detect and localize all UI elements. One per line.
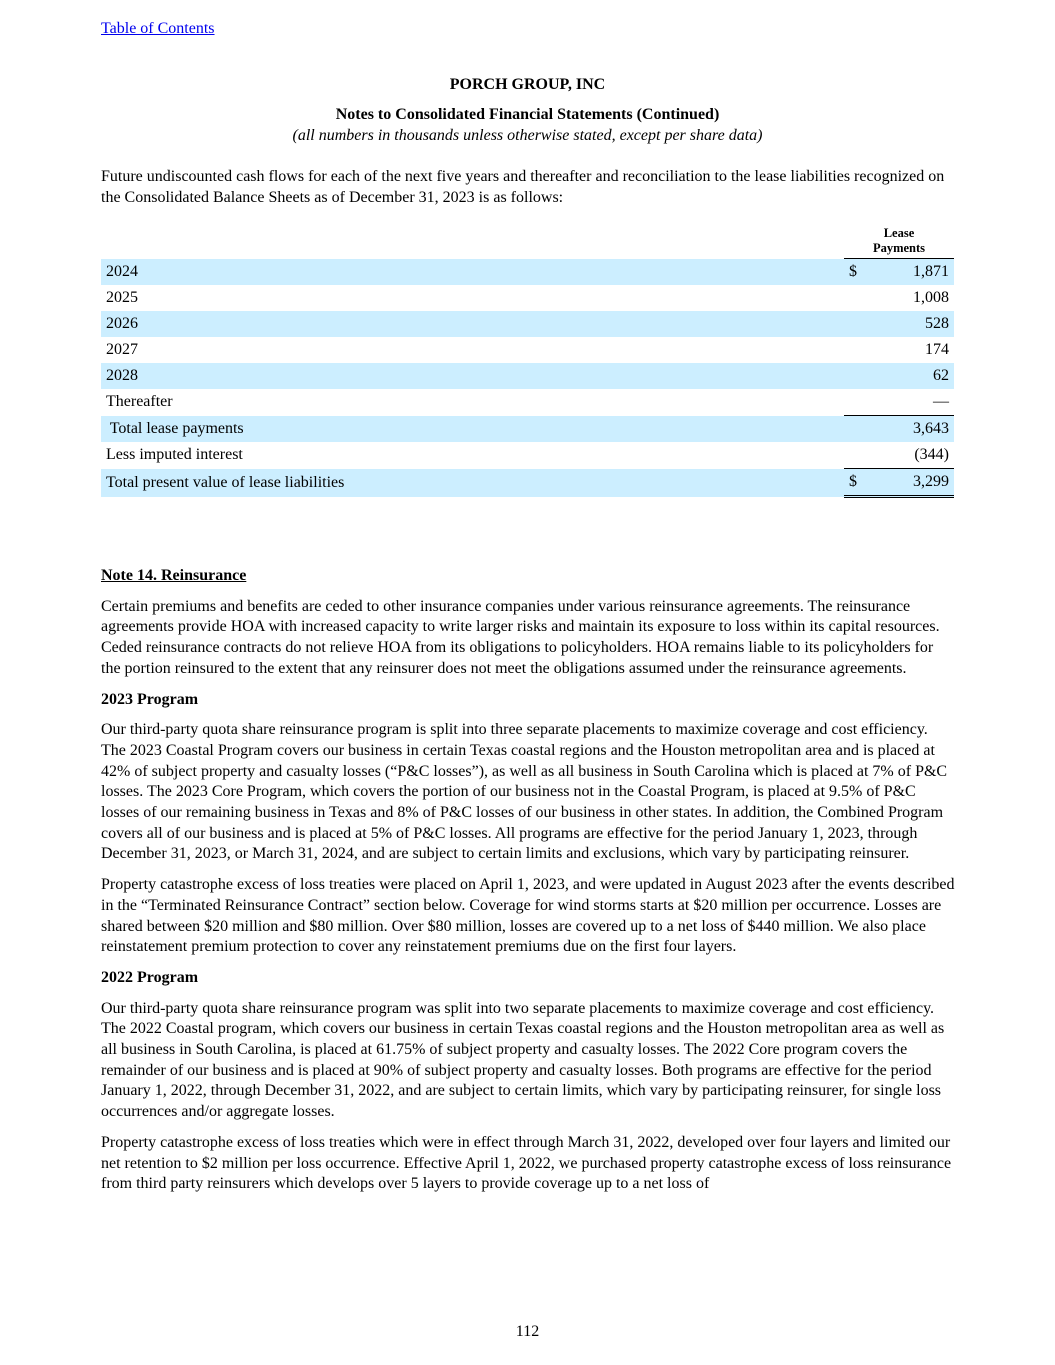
row-value: — xyxy=(933,393,949,410)
reinsurance-intro: Certain premiums and benefits are ceded to other insurance companies under various reinsurance agreements. The reinsurance agreements provide HOA with increased capacity to write larger risks and maintain its exposure to loss within its capital resources. Ceded reinsurance contracts do not relieve HOA from its obligations to policyholders. HOA remains liable to its policyholders for the portion reinsured to the extent that any reinsurer does not meet the obligations assumed under the reinsurance agreements. xyxy=(101,597,940,677)
currency-symbol xyxy=(844,285,867,311)
table-of-contents-link[interactable]: Table of Contents xyxy=(101,20,215,37)
row-value: 1,008 xyxy=(913,289,949,306)
row-label: Total lease payments xyxy=(101,416,844,443)
row-label: 2028 xyxy=(101,363,844,389)
program-2023-heading: 2023 Program xyxy=(101,690,199,708)
units-note: (all numbers in thousands unless otherwise stated, except per share data) xyxy=(292,127,763,144)
row-label: Total present value of lease liabilities xyxy=(101,469,844,497)
table-row xyxy=(101,389,954,416)
row-value: 62 xyxy=(867,363,955,389)
currency-symbol xyxy=(844,442,867,469)
row-value: 3,643 xyxy=(867,416,955,443)
row-label: 2026 xyxy=(101,311,844,337)
note-14-section xyxy=(101,566,956,1205)
page-number: 112 xyxy=(515,1323,540,1340)
table-row xyxy=(101,311,954,337)
column-header: Lease Payments xyxy=(872,226,926,255)
company-title: PORCH GROUP, INC xyxy=(449,76,606,93)
program-2023-paragraph-2: Property catastrophe excess of loss treaties were placed on April 1, 2023, and were updated in August 2023 after the events described in the “Terminated Reinsurance Contract” section below. Coverage for wind storms starts at $20 million per occurrence. Losses are shared between $20 million and $80 million. Over $80 million, losses are covered up to a net loss of $440 million. We also place reinstatement premium protection to cover any reinstatement premiums due on the first four layers. xyxy=(101,876,955,956)
row-value: 3,299 xyxy=(867,469,955,497)
notes-subtitle: Notes to Consolidated Financial Statements (Continued) xyxy=(335,106,720,123)
program-2022-heading: 2022 Program xyxy=(101,968,199,986)
table-row xyxy=(101,285,954,311)
currency-symbol xyxy=(844,363,867,389)
program-2022-paragraph-1: Our third-party quota share reinsurance program was split into two separate placements to maximize coverage and cost efficiency. The 2022 Coastal program, which covers our business in certain Texas coastal regions and the Houston metropolitan area as well as all business in South Carolina, is placed at 61.75% of subject property and casualty losses. The 2022 Core program covers the remainder of our business and is placed at 90% of subject property and casualty losses. Both programs are effective for the period January 1, 2022, through December 31, 2022, and are subject to certain limits, which vary by participating reinsurer, for single loss occurrences and/or aggregate losses. xyxy=(101,999,945,1121)
currency-symbol xyxy=(844,337,867,363)
table-row xyxy=(101,363,954,389)
table-row xyxy=(101,469,954,497)
row-value: 174 xyxy=(925,341,949,358)
note-14-heading: Note 14. Reinsurance xyxy=(101,567,247,584)
table-row xyxy=(101,416,954,443)
currency-symbol: $ xyxy=(844,469,867,497)
row-value: 1,871 xyxy=(867,259,955,286)
table-row xyxy=(101,259,954,286)
program-2023-paragraph-1: Our third-party quota share reinsurance program is split into three separate placements to maximize coverage and cost efficiency. The 2023 Coastal Program covers our business in certain Texas coastal regions and the Houston metropolitan area and is placed at 42% of subject property and casualty losses (“P&C losses”), as well as all business in South Carolina which is placed at 7% of P&C losses. The 2023 Core Program, which covers the portion of our business not in the Coastal Program, is placed at 9.5% of P&C losses of our remaining business in Texas and 8% of P&C losses of our business in other states. In addition, the Combined Program covers all of our business and is placed at 5% of P&C losses. All programs are effective for the period January 1, 2023, through December 31, 2023, or March 31, 2024, and are subject to certain limits and exclusions, which vary by participating reinsurer. xyxy=(101,721,948,863)
row-value: 528 xyxy=(867,311,955,337)
currency-symbol: $ xyxy=(844,259,867,286)
row-label: 2025 xyxy=(106,289,138,306)
program-2022-paragraph-2: Property catastrophe excess of loss treaties which were in effect through March 31, 2022, developed over four layers and limited our net retention to $2 million per loss occurrence. Effective April 1, 2022, we purchased property catastrophe excess of loss reinsurance from third party reinsurers which develops over 5 layers to provide coverage up to a net loss of xyxy=(101,1133,952,1193)
currency-symbol xyxy=(844,389,867,416)
lease-payments-table xyxy=(101,226,954,498)
row-label: Less imputed interest xyxy=(106,446,243,464)
currency-symbol xyxy=(844,416,867,443)
row-label: Thereafter xyxy=(106,393,173,411)
row-label: 2024 xyxy=(101,259,844,286)
table-row xyxy=(101,337,954,363)
row-value: (344) xyxy=(914,446,949,463)
intro-paragraph: Future undiscounted cash flows for each of the next five years and thereafter and reconciliation to the lease liabilities recognized on the Consolidated Balance Sheets as of December 31, 2023 is as follows: xyxy=(101,168,945,206)
table-row xyxy=(101,442,954,469)
row-label: 2027 xyxy=(106,341,138,358)
currency-symbol xyxy=(844,311,867,337)
